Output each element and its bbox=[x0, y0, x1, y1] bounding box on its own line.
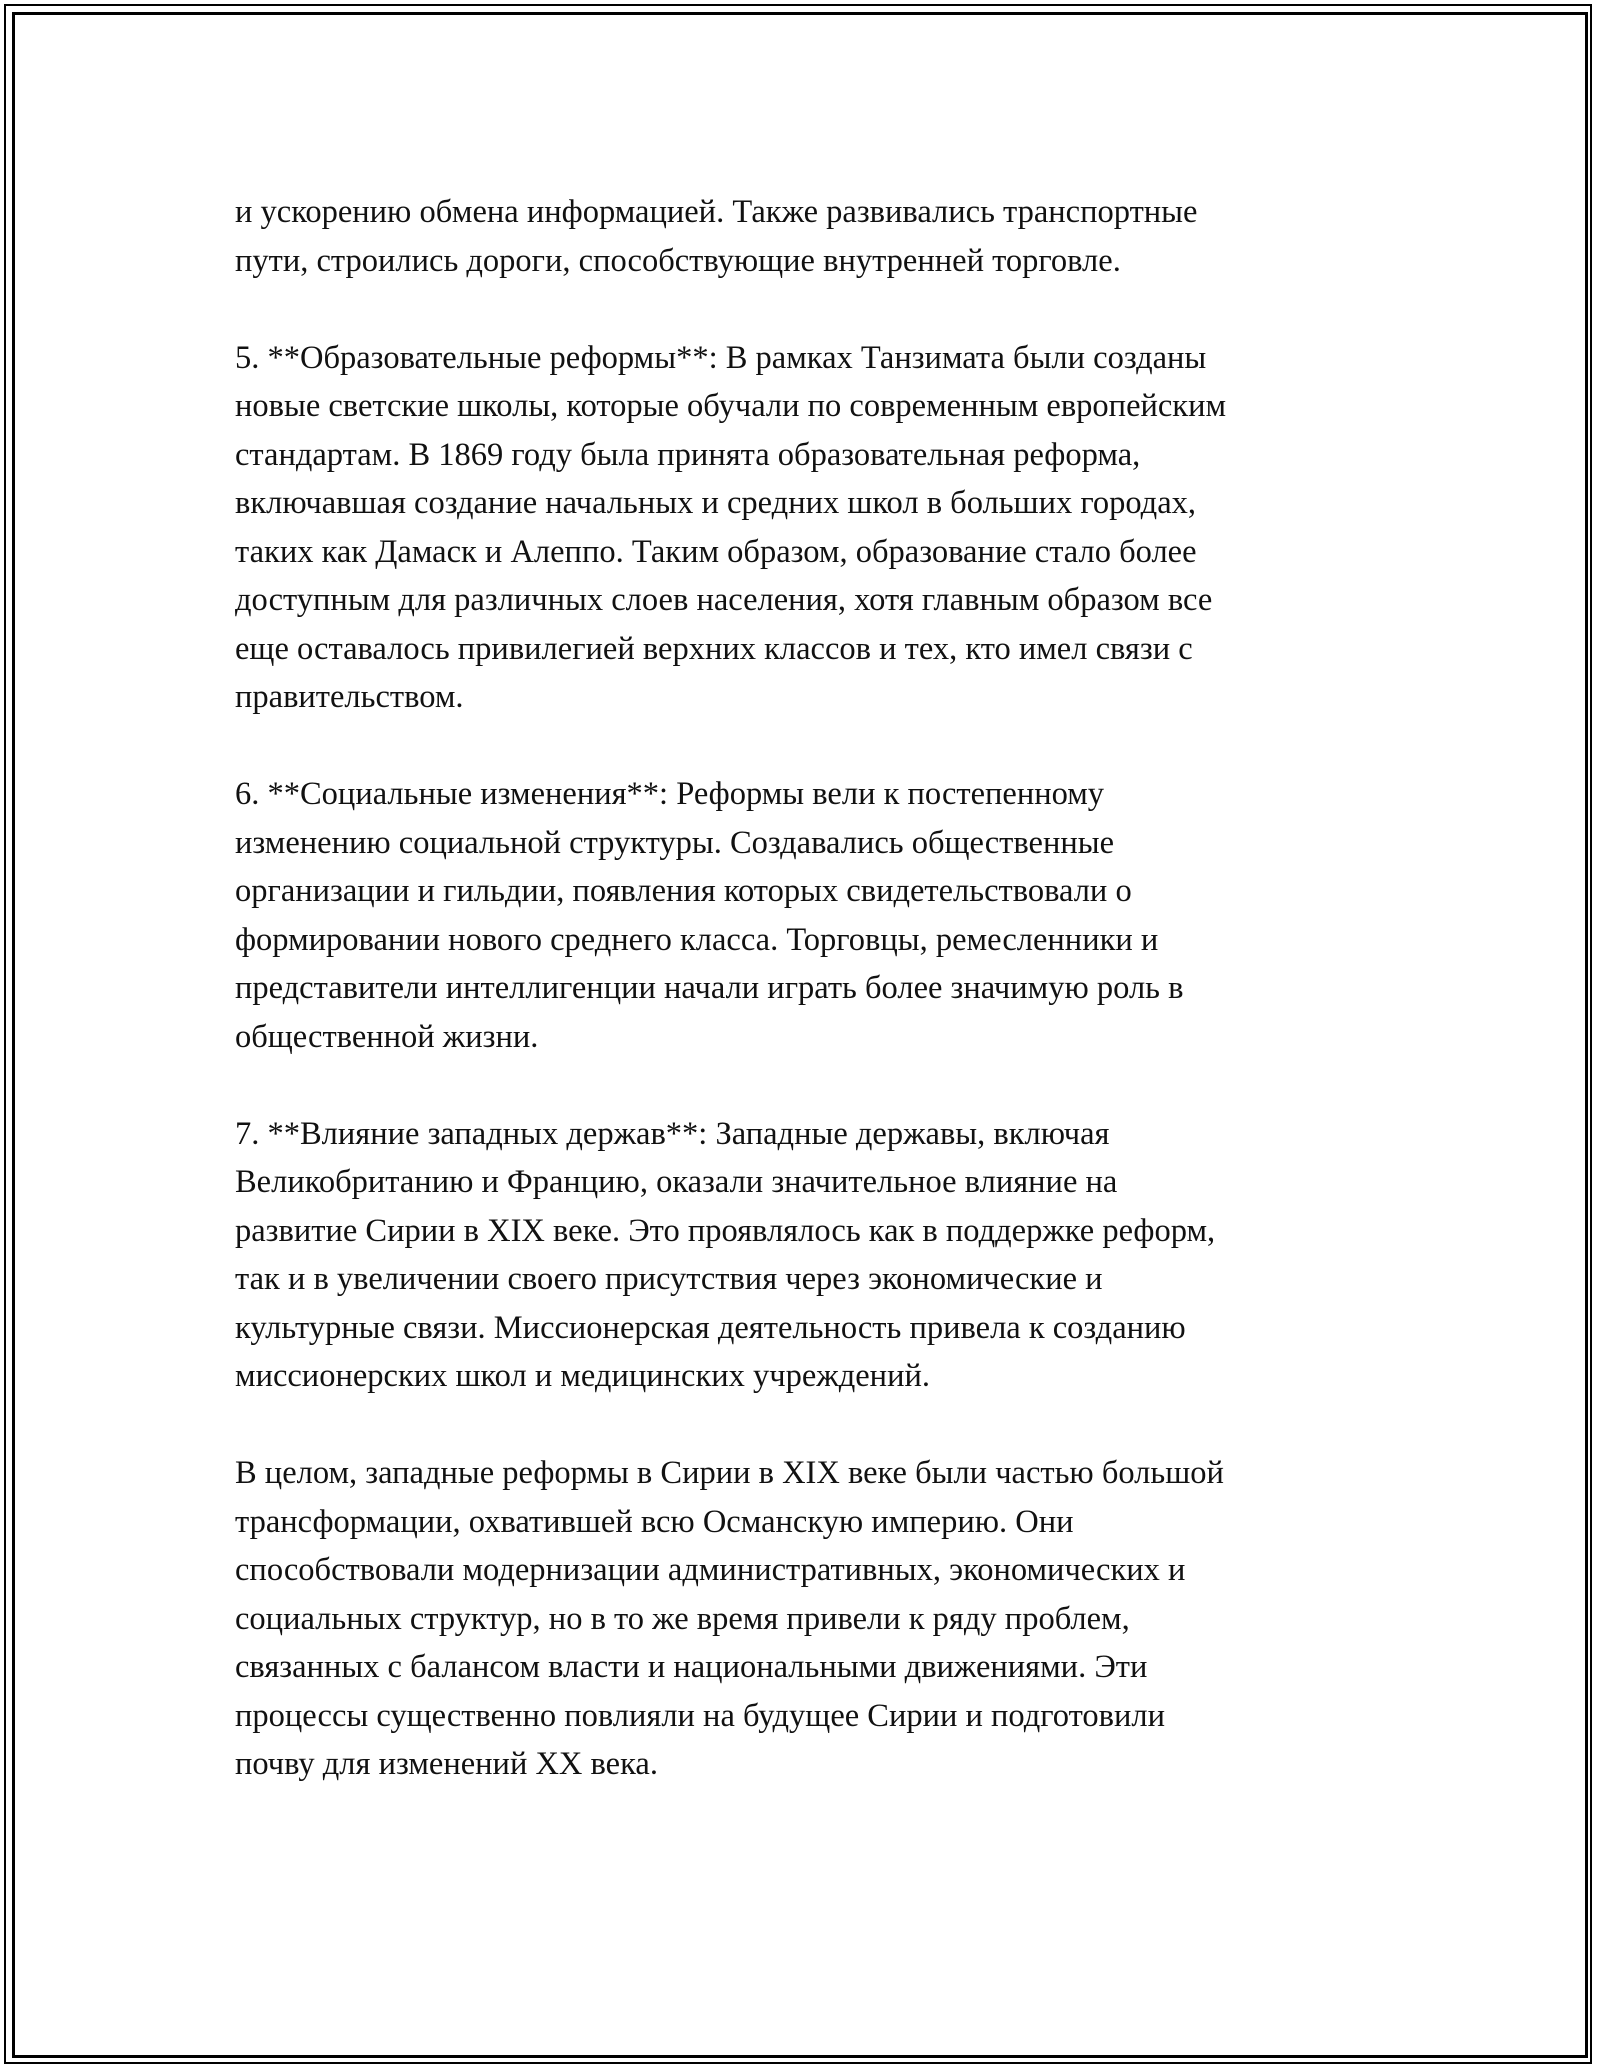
paragraph-transport-continuation bbox=[235, 188, 1375, 285]
text-line: стандартам. В 1869 году была принята образовательная реформа, bbox=[235, 436, 1141, 473]
text-line: так и в увеличении своего присутствия через экономические и bbox=[235, 1261, 1103, 1297]
text-line: 6. **Социальные изменения**: Реформы вели к постепенному bbox=[235, 776, 1105, 812]
text-line: культурные связи. Миссионерская деятельность привела к созданию bbox=[235, 1309, 1186, 1346]
text-line: 7. **Влияние западных держав**: Западные державы, включая bbox=[235, 1115, 1110, 1152]
text-line: Великобританию и Францию, оказали значительное влияние на bbox=[235, 1164, 1118, 1200]
text-line: почву для изменений XX века. bbox=[235, 1746, 658, 1782]
text-line: формировании нового среднего класса. Торговцы, ремесленники и bbox=[235, 921, 1159, 958]
text-line: новые светские школы, которые обучали по современным европейским bbox=[235, 388, 1227, 424]
text-line: пути, строились дороги, способствующие внутренней торговле. bbox=[235, 242, 1121, 279]
paragraph-conclusion bbox=[235, 1449, 1375, 1789]
document-body bbox=[235, 188, 1375, 1837]
text-line: таких как Дамаск и Алеппо. Таким образом, образование стало более bbox=[235, 533, 1197, 570]
text-line: организации и гильдии, появления которых свидетельствовали о bbox=[235, 873, 1132, 909]
text-line: и ускорению обмена информацией. Также развивались транспортные bbox=[235, 194, 1198, 230]
text-line: доступным для различных слоев населения, хотя главным образом все bbox=[235, 582, 1213, 618]
text-line: миссионерских школ и медицинских учреждений. bbox=[235, 1358, 930, 1394]
text-line: развитие Сирии в XIX веке. Это проявлялось как в поддержке реформ, bbox=[235, 1212, 1216, 1249]
text-line: процессы существенно повлияли на будущее Сирии и подготовили bbox=[235, 1697, 1165, 1734]
text-line: еще оставалось привилегией верхних классов и тех, кто имел связи с bbox=[235, 630, 1193, 667]
text-line: трансформации, охватившей всю Османскую империю. Они bbox=[235, 1503, 1074, 1540]
text-line: способствовали модернизации административных, экономических и bbox=[235, 1552, 1186, 1588]
text-line: правительством. bbox=[235, 679, 464, 715]
paragraph-social-changes bbox=[235, 770, 1375, 1061]
text-line: изменению социальной структуры. Создавались общественные bbox=[235, 824, 1115, 861]
paragraph-education-reforms bbox=[235, 334, 1375, 722]
text-line: 5. **Образовательные реформы**: В рамках Танзимата были созданы bbox=[235, 339, 1207, 376]
text-line: включавшая создание начальных и средних школ в больших городах, bbox=[235, 485, 1197, 521]
text-line: связанных с балансом власти и национальными движениями. Эти bbox=[235, 1649, 1148, 1685]
text-line: социальных структур, но в то же время привели к ряду проблем, bbox=[235, 1600, 1130, 1637]
paragraph-western-powers bbox=[235, 1110, 1375, 1401]
text-line: общественной жизни. bbox=[235, 1018, 539, 1055]
text-line: В целом, западные реформы в Сирии в XIX веке были частью большой bbox=[235, 1455, 1224, 1491]
text-line: представители интеллигенции начали играть более значимую роль в bbox=[235, 970, 1184, 1006]
